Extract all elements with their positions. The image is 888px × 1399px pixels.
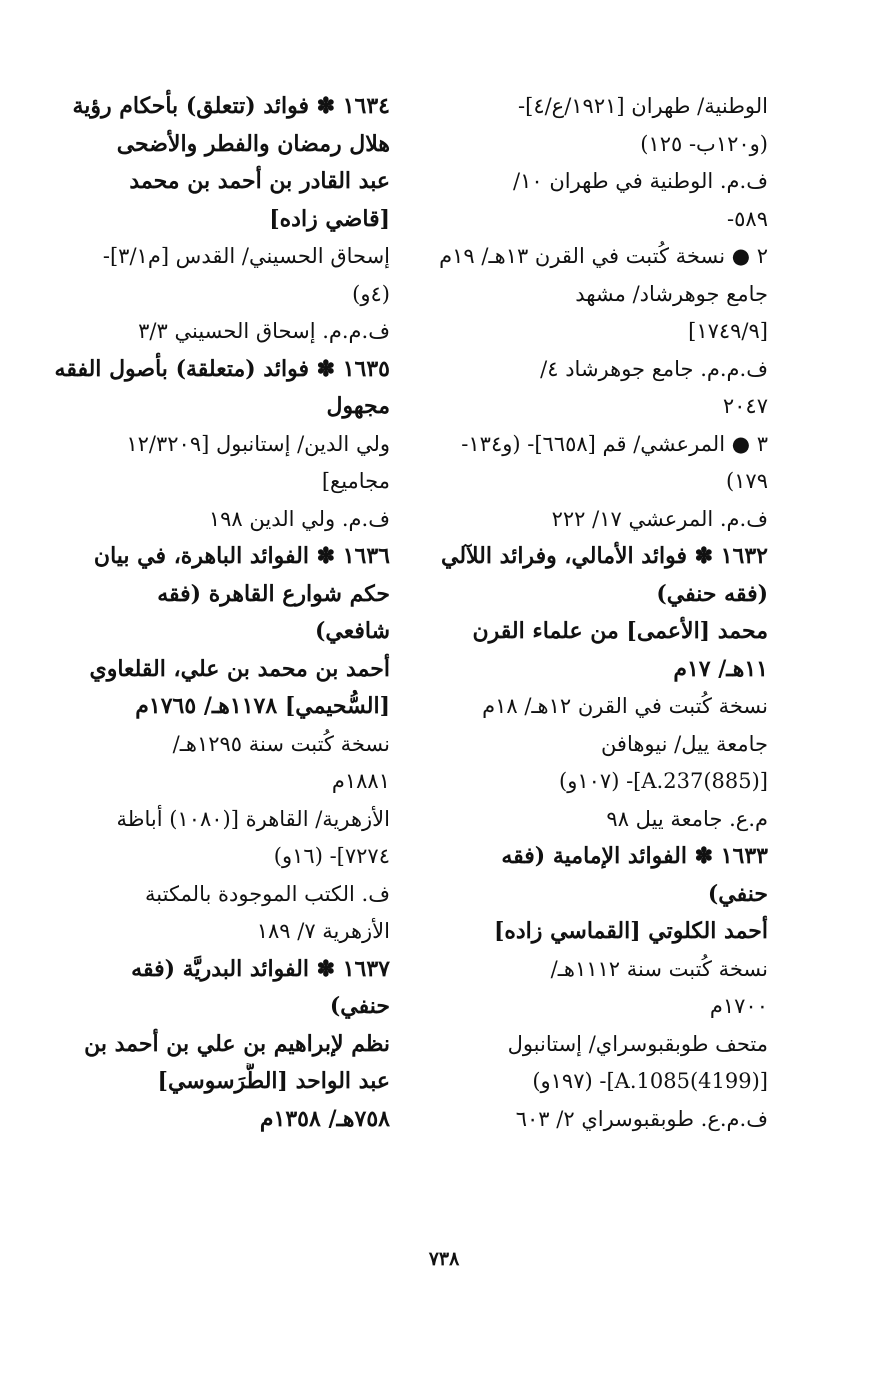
right-column-line: [A.1085(4199)]- (١٩٧و) bbox=[532, 1069, 768, 1093]
right-column-line: (و١٢٠ب- ١٢٥) bbox=[640, 131, 768, 156]
right-column bbox=[436, 88, 768, 1138]
right-column-line: ف.م. المرعشي ١٧/ ٢٢٢ bbox=[551, 506, 768, 531]
left-column bbox=[50, 88, 390, 1138]
right-column-line: ٣ ● المرعشي/ قم [٦٦٥٨]- (و١٣٤- bbox=[461, 431, 768, 456]
left-column-line: ١٦٣٥ ✽ فوائد (متعلقة) بأصول الفقه bbox=[54, 355, 390, 382]
left-column-line: ف.م. ولي الدين ١٩٨ bbox=[208, 506, 390, 531]
left-column-line: حكم شوارع القاهرة (فقه bbox=[157, 580, 390, 607]
right-column-line: م.ع. جامعة ييل ٩٨ bbox=[606, 806, 768, 831]
right-column-line: ف.م.ع. طوبقبوسراي ٢/ ٦٠٣ bbox=[515, 1106, 768, 1131]
right-column-line: ١٦٣٣ ✽ الفوائد الإمامية (فقه bbox=[501, 843, 768, 869]
right-column-line: نسخة كُتبت سنة ١١١٢هـ/ bbox=[550, 956, 768, 981]
right-column-line: جامعة ييل/ نيوهافن bbox=[600, 731, 768, 756]
right-column-line: ٢ ● نسخة كُتبت في القرن ١٣هـ/ ١٩م bbox=[439, 244, 768, 268]
left-column-line: مجهول bbox=[326, 393, 390, 419]
left-column-line: ١٨٨١م bbox=[331, 769, 390, 793]
right-column-line: [A.237(885)]- (١٠٧و) bbox=[559, 769, 768, 793]
left-column-line: عبد الواحد [الطَّرَسوسي] bbox=[157, 1068, 390, 1094]
right-column-line: نسخة كُتبت في القرن ١٢هـ/ ١٨م bbox=[482, 694, 768, 718]
left-column-line: عبد القادر بن أحمد بن محمد bbox=[129, 168, 390, 194]
left-column-line: ١٦٣٤ ✽ فوائد (تتعلق) بأحكام رؤية bbox=[72, 93, 390, 119]
left-column-line: ١٦٣٦ ✽ الفوائد الباهرة، في بيان bbox=[93, 543, 390, 569]
right-column-line: الوطنية/ طهران [١٩٢١/ع/٤]- bbox=[518, 94, 768, 118]
left-column-line: ف. الكتب الموجودة بالمكتبة bbox=[145, 881, 390, 906]
left-column-line: أحمد بن محمد بن علي، القلعاوي bbox=[89, 655, 390, 682]
left-column-line: ف.م.م. إسحاق الحسيني ٣/٣ bbox=[138, 319, 390, 343]
right-column-line: محمد [الأعمى] من علماء القرن bbox=[472, 618, 768, 644]
left-column-line: [قاضي زاده] bbox=[269, 205, 390, 232]
left-column-line: الأزهرية/ القاهرة [(١٠٨٠) أباظة bbox=[116, 806, 390, 831]
left-column-line: هلال رمضان والفطر والأضحى bbox=[116, 130, 390, 157]
left-column-line: الأزهرية ٧/ ١٨٩ bbox=[256, 919, 390, 943]
right-column-line: ف.م.م. جامع جوهرشاد ٤/ bbox=[540, 356, 768, 381]
left-column-line: نظم لإبراهيم بن علي بن أحمد بن bbox=[84, 1030, 390, 1057]
left-column-line: نسخة كُتبت سنة ١٢٩٥هـ/ bbox=[172, 731, 390, 756]
left-column-line: ولي الدين/ إستانبول [١٢/٣٢٠٩ bbox=[126, 431, 390, 456]
page-number: ٧٣٨ bbox=[428, 1248, 460, 1270]
right-column-line: ١١هـ/ ١٧م bbox=[673, 655, 768, 682]
right-column-line: ٢٠٤٧ bbox=[722, 394, 768, 418]
right-column-line: ١٧٠٠م bbox=[709, 994, 768, 1018]
right-column-line: [١٧٤٩/٩] bbox=[688, 319, 768, 343]
left-column-line: [السُّحيمي] ١١٧٨هـ/ ١٧٦٥م bbox=[135, 693, 390, 719]
left-column-line: ١٦٣٧ ✽ الفوائد البدريَّة (فقه bbox=[131, 955, 390, 982]
left-column-line: ٧٥٨هـ/ ١٣٥٨م bbox=[259, 1105, 390, 1132]
right-column-line: ٥٨٩- bbox=[727, 206, 768, 231]
right-column-line: متحف طوبقبوسراي/ إستانبول bbox=[507, 1031, 768, 1056]
left-column-line: (٤و) bbox=[352, 281, 390, 306]
left-column-line: شافعي) bbox=[314, 618, 390, 644]
left-column-line: حنفي) bbox=[329, 993, 390, 1019]
left-column-line: مجاميع] bbox=[321, 469, 390, 493]
left-column-line: إسحاق الحسيني/ القدس [م٣/١]- bbox=[102, 244, 390, 268]
right-column-line: ف.م. الوطنية في طهران ١٠/ bbox=[513, 169, 768, 193]
right-column-line: جامع جوهرشاد/ مشهد bbox=[575, 281, 768, 306]
left-column-line: ٧٢٧٤]- (١٦و) bbox=[273, 844, 390, 868]
right-column-line: ١٦٣٢ ✽ فوائد الأمالي، وفرائد اللآلي bbox=[441, 543, 768, 569]
right-column-line: حنفي) bbox=[707, 880, 768, 907]
right-column-line: (فقه حنفي) bbox=[656, 580, 768, 607]
right-column-line: ١٧٩) bbox=[725, 469, 768, 493]
right-column-line: أحمد الكلوتي [القماسي زاده] bbox=[493, 918, 768, 944]
